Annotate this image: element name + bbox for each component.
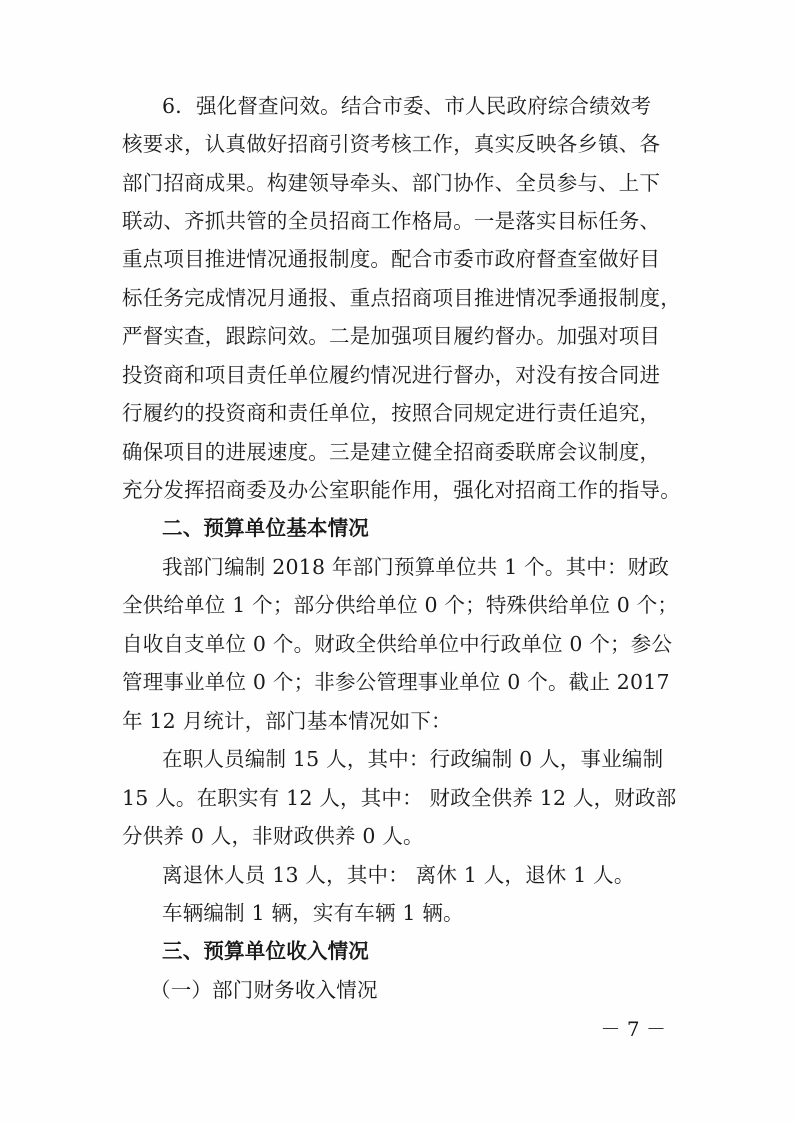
paragraph-line: 年 12 月统计，部门基本情况如下： [122, 709, 452, 733]
paragraph-line: 严督实查，跟踪问效。二是加强项目履约督办。加强对项目 [122, 324, 661, 348]
paragraph-line: 自收自支单位 0 个。财政全供给单位中行政单位 0 个；参公 [122, 632, 673, 656]
paragraph-line: 标任务完成情况月通报、重点招商项目推进情况季通报制度， [122, 286, 681, 310]
paragraph-line: 15 人。在职实有 12 人，其中： 财政全供养 12 人，财政部 [122, 786, 677, 810]
subsection-heading: （一）部门财务收入情况 [150, 978, 378, 1002]
paragraph-line: 核要求，认真做好招商引资考核工作，真实反映各乡镇、各 [122, 132, 661, 156]
paragraph-line: 联动、齐抓共管的全员招商工作格局。一是落实目标任务、 [122, 209, 661, 233]
paragraph-line: 行履约的投资商和责任单位，按照合同规定进行责任追究， [122, 401, 661, 425]
paragraph-line: 全供给单位 1 个；部分供给单位 0 个；特殊供给单位 0 个； [122, 593, 679, 617]
page-number: － 7 － [600, 1017, 666, 1041]
paragraph-line: 充分发挥招商委及办公室职能作用，强化对招商工作的指导。 [122, 478, 681, 502]
paragraph-line: 重点项目推进情况通报制度。配合市委市政府督查室做好目 [122, 247, 661, 271]
paragraph-line: 离退休人员 13 人，其中： 离休 1 人，退休 1 人。 [162, 863, 635, 887]
paragraph-line: 我部门编制 2018 年部门预算单位共 1 个。其中：财政 [162, 555, 670, 579]
paragraph-line: 在职人员编制 15 人，其中：行政编制 0 人，事业编制 [162, 747, 664, 771]
paragraph-line: 管理事业单位 0 个；非参公管理事业单位 0 个。截止 2017 [122, 670, 670, 694]
paragraph-line: 车辆编制 1 辆，实有车辆 1 辆。 [162, 901, 464, 925]
paragraph-line: 分供养 0 人，非财政供养 0 人。 [122, 824, 424, 848]
paragraph-line: 部门招商成果。构建领导牵头、部门协作、全员参与、上下 [122, 171, 661, 195]
section-heading: 二、预算单位基本情况 [162, 516, 369, 540]
paragraph-line: 投资商和项目责任单位履约情况进行督办，对没有按合同进 [122, 363, 661, 387]
section-heading: 三、预算单位收入情况 [162, 939, 369, 963]
paragraph-line: 6．强化督查问效。结合市委、市人民政府综合绩效考 [162, 94, 652, 118]
paragraph-line: 确保项目的进展速度。三是建立健全招商委联席会议制度， [122, 440, 661, 464]
